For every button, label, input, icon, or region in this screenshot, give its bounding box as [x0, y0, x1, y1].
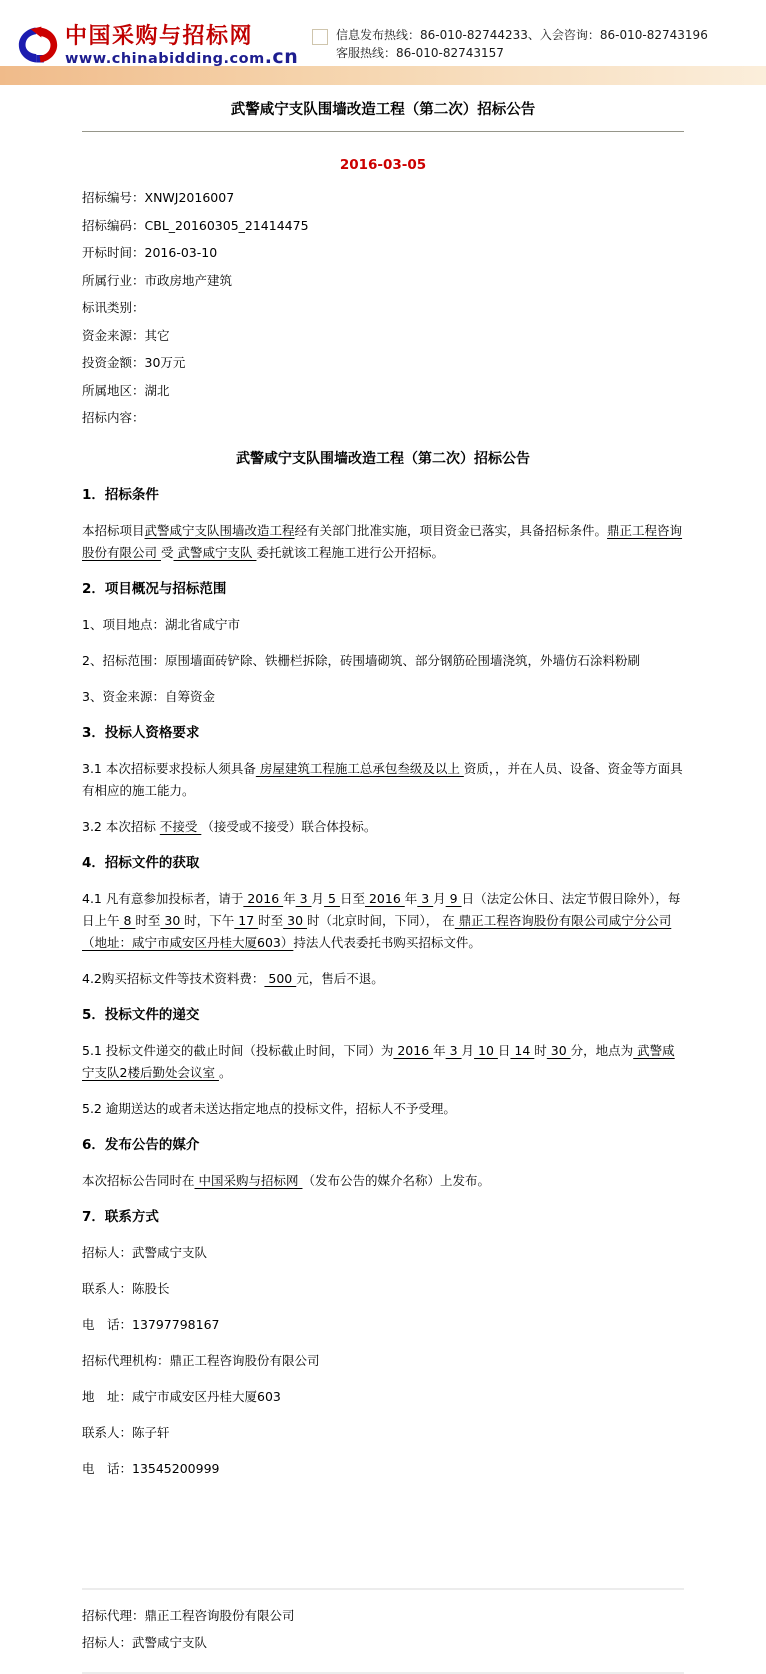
hotline-info-line1: 信息发布热线：86-010-82744233、入会咨询：86-010-82743196 — [336, 28, 708, 42]
section-1 — [82, 485, 684, 564]
meta-label: 投资金额： — [82, 355, 145, 370]
meta-row — [82, 239, 684, 267]
site-url-suffix: .cn — [264, 46, 299, 68]
section-heading: 1．招标条件 — [82, 486, 159, 503]
meta-label: 招标编号： — [82, 190, 145, 205]
paragraph: 5.2 逾期送达的或者未送达指定地点的投标文件，招标人不予受理。 — [82, 1100, 456, 1116]
paragraph: 5.1 投标文件递交的截止时间（投标截止时间，下同）为 2016 年 3 月 10 日 14 时 30 分，地点为 武警咸宁支队2楼后勤处会议室 。 — [82, 1042, 675, 1080]
section-heading: 2．项目概况与招标范围 — [82, 580, 227, 597]
paragraph: 3.1 本次招标要求投标人须具备 房屋建筑工程施工总承包叁级及以上 资质，，并在人员、设备、资金等方面具有相应的施工能力。 — [82, 760, 683, 798]
logo-text — [65, 25, 298, 67]
paragraph: 1、项目地点：湖北省咸宁市 — [82, 616, 240, 632]
logo-swirl-icon — [16, 25, 60, 65]
section-heading: 5．投标文件的递交 — [82, 1006, 200, 1023]
meta-row — [82, 294, 684, 322]
paragraph: 联系人：陈子轩 — [82, 1424, 170, 1440]
meta-row — [82, 349, 684, 377]
section-3 — [82, 723, 684, 838]
publish-date: 2016-03-05 — [339, 157, 427, 173]
paragraph: 招标人：武警咸宁支队 — [82, 1244, 208, 1260]
paragraph: 招标代理机构：鼎正工程咨询股份有限公司 — [82, 1352, 320, 1368]
hotline-block — [336, 27, 708, 62]
section-2 — [82, 579, 684, 708]
paragraph: 电 话：13797798167 — [82, 1316, 220, 1332]
meta-row — [82, 267, 684, 295]
footer-tenderee-line: 招标人：武警咸宁支队 — [82, 1634, 208, 1650]
meta-label: 资金来源： — [82, 327, 145, 343]
announcement-document — [82, 100, 684, 1674]
meta-row — [82, 322, 684, 350]
site-name: 中国采购与招标网 — [65, 24, 254, 49]
meta-value: 湖北 — [144, 382, 170, 398]
section-heading: 7．联系方式 — [82, 1208, 159, 1225]
meta-value: 30万元 — [144, 355, 186, 370]
paragraph: 4.1 凡有意参加投标者，请于 2016 年 3 月 5 日至 2016 年 3 月 9 日（法定公休日、法定节假日除外），每日上午 8 时至 30 时，下午 17 时至 30 时（北京时间，下同）， 在 鼎正工程咨询股份有限公司咸宁分公司（地址：咸宁市咸安区丹桂大厦603）持法人代表委托书购买招标文件。 — [82, 890, 681, 950]
page-title: 武警咸宁支队围墙改造工程（第二次）招标公告 — [230, 102, 536, 118]
meta-label: 所属地区： — [82, 382, 145, 398]
section-heading: 6．发布公告的媒介 — [82, 1136, 200, 1153]
hotline-info-line2: 客服热线：86-010-82743157 — [336, 45, 504, 60]
section-heading: 4．招标文件的获取 — [82, 854, 200, 871]
paragraph: 4.2购买招标文件等技术资料费： 500 元，售后不退。 — [82, 970, 384, 986]
site-url: www.chinabidding.com.cn — [65, 46, 299, 68]
paragraph: 3、资金来源：自筹资金 — [82, 688, 215, 704]
meta-value: XNWJ2016007 — [144, 190, 235, 205]
meta-row — [82, 212, 684, 240]
meta-label: 招标内容： — [82, 410, 145, 425]
meta-fields — [82, 184, 684, 432]
section-7 — [82, 1207, 684, 1480]
section-heading: 3．投标人资格要求 — [82, 724, 200, 741]
footer-agent-line: 招标代理：鼎正工程咨询股份有限公司 — [82, 1607, 295, 1623]
meta-value: 2016-03-10 — [144, 245, 218, 260]
meta-row — [82, 184, 684, 212]
section-6 — [82, 1135, 684, 1192]
header-checkbox[interactable] — [312, 29, 328, 45]
content-title: 武警咸宁支队围墙改造工程（第二次）招标公告 — [236, 450, 530, 467]
paragraph: 2、招标范围：原围墙面砖铲除、铁栅栏拆除，砖围墙砌筑、部分钢筋砼围墙浇筑，外墙仿石涂料粉刷 — [82, 652, 640, 668]
header-gradient-bar — [0, 66, 766, 85]
paragraph: 3.2 本次招标 不接受 （接受或不接受）联合体投标。 — [82, 818, 377, 834]
section-5 — [82, 1005, 684, 1120]
meta-row — [82, 404, 684, 432]
paragraph: 本次招标公告同时在 中国采购与招标网 （发布公告的媒介名称）上发布。 — [82, 1172, 490, 1188]
site-logo[interactable] — [16, 25, 298, 67]
section-4 — [82, 853, 684, 990]
footer-divider — [82, 1672, 684, 1674]
paragraph: 地 址：咸宁市咸安区丹桂大厦603 — [82, 1388, 281, 1404]
meta-label: 所属行业： — [82, 272, 145, 288]
header-hotlines — [312, 27, 708, 62]
meta-label: 标讯类别： — [82, 300, 145, 315]
site-header — [0, 0, 766, 66]
meta-value: 其它 — [144, 327, 170, 343]
meta-label: 开标时间： — [82, 245, 145, 260]
paragraph: 电 话：13545200999 — [82, 1460, 220, 1476]
title-divider — [82, 131, 684, 132]
meta-row — [82, 377, 684, 405]
footer-divider — [82, 1588, 684, 1590]
paragraph: 本招标项目武警咸宁支队围墙改造工程经有关部门批准实施，项目资金已落实，具备招标条件。鼎正工程咨询股份有限公司 受 武警咸宁支队 委托就该工程施工进行公开招标。 — [82, 522, 683, 560]
meta-label: 招标编码： — [82, 217, 145, 233]
paragraph: 联系人：陈股长 — [82, 1280, 170, 1296]
meta-value: 市政房地产建筑 — [144, 272, 233, 288]
meta-value: CBL_20160305_21414475 — [144, 217, 309, 233]
